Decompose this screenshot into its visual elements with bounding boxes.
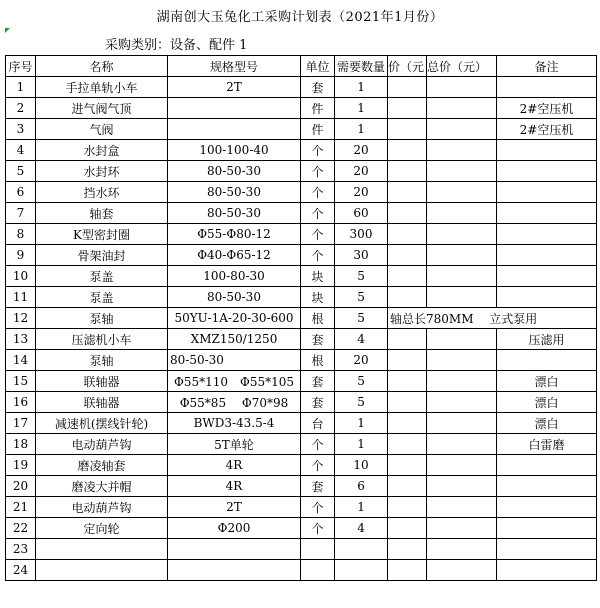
cell-unit[interactable]: 个 [301,140,335,161]
cell-price[interactable] [388,371,427,392]
cell-price[interactable] [388,182,427,203]
cell-no[interactable]: 22 [6,518,36,539]
cell-no[interactable]: 9 [6,245,36,266]
cell-name[interactable]: 泵盖 [36,266,168,287]
cell-total[interactable] [427,245,497,266]
cell-qty[interactable]: 10 [335,455,388,476]
cell-spec[interactable]: BWD3-43.5-4 [168,413,301,434]
header-unit[interactable]: 单位 [301,56,335,77]
cell-qty[interactable]: 30 [335,245,388,266]
cell-note[interactable] [497,287,597,308]
sheet-title: 湖南创大玉兔化工采购计划表（2021年1月份） [156,10,444,25]
cell-no[interactable]: 8 [6,224,36,245]
cell-note[interactable] [497,560,597,581]
cell-total[interactable] [427,98,497,119]
cell-spec[interactable] [168,539,301,560]
cell-note[interactable] [497,161,597,182]
cell-note[interactable] [497,455,597,476]
cell-note[interactable] [497,539,597,560]
cell-qty[interactable]: 5 [335,266,388,287]
cell-qty[interactable]: 1 [335,434,388,455]
table-row [6,329,597,350]
cell-no[interactable]: 23 [6,539,36,560]
cell-no[interactable]: 6 [6,182,36,203]
cell-no[interactable]: 7 [6,203,36,224]
cell-qty[interactable]: 20 [335,140,388,161]
cell-no[interactable]: 10 [6,266,36,287]
table-row [6,392,597,413]
cell-qty[interactable]: 1 [335,413,388,434]
table-header-row [6,56,597,77]
cell-qty[interactable] [335,560,388,581]
cell-spec[interactable]: Φ55*85 Φ70*98 [168,392,301,413]
cell-name[interactable]: 减速机(摆线针轮) [36,413,168,434]
cell-note[interactable] [497,77,597,98]
cell-unit[interactable]: 套 [301,77,335,98]
cell-no[interactable]: 16 [6,392,36,413]
cell-total[interactable] [427,140,497,161]
cell-unit[interactable]: 个 [301,203,335,224]
cell-name[interactable]: 电动葫芦钩 [36,497,168,518]
table-row [6,560,597,581]
cell-name[interactable]: 磨凌轴套 [36,455,168,476]
cell-name[interactable]: 水封盒 [36,140,168,161]
cell-no[interactable]: 11 [6,287,36,308]
cell-name[interactable]: 轴套 [36,203,168,224]
cell-total[interactable] [427,539,497,560]
cell-total[interactable] [427,371,497,392]
cell-qty[interactable]: 5 [335,371,388,392]
cell-price[interactable] [388,161,427,182]
table-row [6,350,597,371]
cell-spec[interactable]: Φ55*110 Φ55*105 [168,371,301,392]
cell-total[interactable] [427,455,497,476]
cell-total[interactable] [427,392,497,413]
cell-qty[interactable]: 4 [335,329,388,350]
cell-no[interactable]: 3 [6,119,36,140]
cell-total[interactable] [427,560,497,581]
cell-note[interactable]: 漂白 [497,371,597,392]
cell-name[interactable]: 压滤机小车 [36,329,168,350]
cell-unit[interactable]: 个 [301,434,335,455]
cell-spec[interactable]: Φ40-Φ65-12 [168,245,301,266]
cell-spec[interactable]: 80-50-30 [168,350,301,371]
cell-note[interactable] [497,224,597,245]
header-note[interactable]: 备注 [497,56,597,77]
cell-name[interactable]: 泵轴 [36,350,168,371]
table-row [6,518,597,539]
cell-price[interactable] [388,350,427,371]
cell-name[interactable]: 水封环 [36,161,168,182]
table-row [6,371,597,392]
cell-qty[interactable]: 300 [335,224,388,245]
cell-qty[interactable] [335,539,388,560]
cell-no[interactable]: 2 [6,98,36,119]
cell-unit[interactable] [301,539,335,560]
cell-spec[interactable] [168,119,301,140]
cell-price[interactable] [388,245,427,266]
table-row [6,266,597,287]
cell-spec[interactable]: 80-50-30 [168,161,301,182]
cell-name[interactable]: 进气阀气顶 [36,98,168,119]
cell-total[interactable] [427,161,497,182]
table-row [6,140,597,161]
cell-total[interactable] [427,518,497,539]
table-row [6,476,597,497]
cell-spec[interactable]: 80-50-30 [168,287,301,308]
cell-total[interactable] [427,182,497,203]
cell-note[interactable]: 漂白 [497,413,597,434]
table-row [6,119,597,140]
cell-price[interactable] [388,560,427,581]
cell-no[interactable]: 1 [6,77,36,98]
cell-note[interactable] [497,203,597,224]
cell-note[interactable]: 2#空压机 [497,98,597,119]
cell-spec[interactable]: 4R [168,455,301,476]
cell-note[interactable] [497,476,597,497]
cell-price[interactable] [388,392,427,413]
cell-unit[interactable] [301,560,335,581]
cell-name[interactable] [36,539,168,560]
cell-spec[interactable]: 2T [168,77,301,98]
cell-no[interactable]: 14 [6,350,36,371]
cell-unit[interactable]: 个 [301,518,335,539]
cell-note[interactable] [497,518,597,539]
cell-unit[interactable]: 套 [301,371,335,392]
cell-name[interactable]: 定向轮 [36,518,168,539]
cell-spec[interactable]: 5T单轮 [168,434,301,455]
cell-price[interactable] [388,119,427,140]
header-qty[interactable]: 需要数量 [335,56,388,77]
cell-price[interactable] [388,266,427,287]
cell-marker-icon [5,28,10,33]
header-spec[interactable]: 规格型号 [168,56,301,77]
cell-note-span[interactable]: 轴总长780MM 立式泵用 [388,308,597,329]
cell-spec[interactable]: 100-100-40 [168,140,301,161]
header-no[interactable]: 序号 [6,56,36,77]
cell-price[interactable] [388,224,427,245]
cell-note[interactable] [497,182,597,203]
cell-spec[interactable]: Φ200 [168,518,301,539]
cell-total[interactable] [427,497,497,518]
cell-spec[interactable]: XMZ150/1250 [168,329,301,350]
cell-unit[interactable]: 块 [301,266,335,287]
cell-no[interactable]: 18 [6,434,36,455]
cell-spec[interactable]: 50YU-1A-20-30-600 [168,308,301,329]
cell-qty[interactable]: 5 [335,308,388,329]
cell-spec[interactable]: 2T [168,497,301,518]
cell-price[interactable] [388,413,427,434]
cell-total[interactable] [427,329,497,350]
header-price[interactable]: 价（元 [388,56,427,77]
table-row [6,413,597,434]
cell-total[interactable] [427,476,497,497]
cell-price[interactable] [388,518,427,539]
cell-unit[interactable]: 块 [301,287,335,308]
cell-name[interactable]: 联轴器 [36,392,168,413]
cell-spec[interactable] [168,560,301,581]
cell-total[interactable] [427,266,497,287]
cell-qty[interactable]: 60 [335,203,388,224]
purchase-category: 采购类别：设备、配件 1 [105,38,248,53]
table-row [6,455,597,476]
cell-price[interactable] [388,455,427,476]
cell-unit[interactable]: 个 [301,224,335,245]
cell-spec[interactable]: 80-50-30 [168,203,301,224]
cell-qty[interactable]: 5 [335,392,388,413]
cell-price[interactable] [388,203,427,224]
cell-qty[interactable]: 20 [335,182,388,203]
cell-name[interactable]: 电动葫芦钩 [36,434,168,455]
cell-note[interactable]: 白雷磨 [497,434,597,455]
cell-qty[interactable]: 1 [335,119,388,140]
cell-unit[interactable]: 个 [301,182,335,203]
table-row [6,224,597,245]
table-row [6,98,597,119]
cell-note[interactable] [497,350,597,371]
cell-no[interactable]: 19 [6,455,36,476]
cell-spec[interactable]: 100-80-30 [168,266,301,287]
cell-name[interactable]: 气阀 [36,119,168,140]
cell-qty[interactable]: 4 [335,518,388,539]
cell-no[interactable]: 24 [6,560,36,581]
cell-unit[interactable]: 个 [301,245,335,266]
cell-name[interactable]: 手拉单轨小车 [36,77,168,98]
cell-note[interactable]: 2#空压机 [497,119,597,140]
cell-note[interactable] [497,497,597,518]
cell-name[interactable]: 泵盖 [36,287,168,308]
cell-no[interactable]: 12 [6,308,36,329]
cell-note[interactable]: 漂白 [497,392,597,413]
cell-total[interactable] [427,434,497,455]
cell-name[interactable]: 磨凌大并帽 [36,476,168,497]
cell-unit[interactable]: 根 [301,308,335,329]
cell-spec[interactable]: Φ55-Φ80-12 [168,224,301,245]
cell-price[interactable] [388,539,427,560]
cell-name[interactable]: 挡水环 [36,182,168,203]
cell-note[interactable] [497,245,597,266]
cell-no[interactable]: 21 [6,497,36,518]
cell-name[interactable]: 泵轴 [36,308,168,329]
cell-unit[interactable]: 根 [301,350,335,371]
table-row [6,287,597,308]
table-row [6,245,597,266]
cell-price[interactable] [388,476,427,497]
table-row [6,434,597,455]
cell-price[interactable] [388,140,427,161]
purchase-table [5,55,597,581]
cell-total[interactable] [427,203,497,224]
cell-no[interactable]: 5 [6,161,36,182]
cell-unit[interactable]: 套 [301,476,335,497]
cell-total[interactable] [427,77,497,98]
cell-name[interactable]: K型密封圈 [36,224,168,245]
cell-qty[interactable]: 6 [335,476,388,497]
cell-unit[interactable]: 套 [301,329,335,350]
cell-price[interactable] [388,434,427,455]
cell-note[interactable] [497,266,597,287]
cell-price[interactable] [388,497,427,518]
table-row [6,161,597,182]
cell-unit[interactable]: 件 [301,98,335,119]
cell-price[interactable] [388,287,427,308]
cell-qty[interactable]: 20 [335,161,388,182]
cell-qty[interactable]: 1 [335,98,388,119]
cell-unit[interactable]: 个 [301,161,335,182]
cell-unit[interactable]: 套 [301,392,335,413]
cell-no[interactable]: 15 [6,371,36,392]
cell-no[interactable]: 4 [6,140,36,161]
table-row [6,308,597,329]
table-row [6,497,597,518]
cell-name[interactable] [36,560,168,581]
cell-spec[interactable] [168,98,301,119]
cell-price[interactable] [388,77,427,98]
header-total[interactable]: 总价（元） [427,56,497,77]
cell-name[interactable]: 联轴器 [36,371,168,392]
cell-price[interactable] [388,329,427,350]
table-row [6,539,597,560]
cell-qty[interactable]: 5 [335,287,388,308]
cell-unit[interactable]: 台 [301,413,335,434]
cell-qty[interactable]: 20 [335,350,388,371]
table-row [6,182,597,203]
table-row [6,77,597,98]
cell-qty[interactable]: 1 [335,497,388,518]
cell-total[interactable] [427,287,497,308]
cell-spec[interactable]: 80-50-30 [168,182,301,203]
cell-no[interactable]: 13 [6,329,36,350]
cell-price[interactable] [388,98,427,119]
cell-total[interactable] [427,350,497,371]
table-row [6,203,597,224]
cell-qty[interactable]: 1 [335,77,388,98]
cell-unit[interactable]: 件 [301,119,335,140]
cell-name[interactable]: 骨架油封 [36,245,168,266]
header-name[interactable]: 名称 [36,56,168,77]
cell-unit[interactable]: 个 [301,455,335,476]
cell-spec[interactable]: 4R [168,476,301,497]
cell-unit[interactable]: 个 [301,497,335,518]
cell-total[interactable] [427,413,497,434]
cell-no[interactable]: 20 [6,476,36,497]
cell-no[interactable]: 17 [6,413,36,434]
cell-total[interactable] [427,119,497,140]
cell-note[interactable] [497,140,597,161]
cell-note[interactable]: 压滤用 [497,329,597,350]
cell-total[interactable] [427,224,497,245]
